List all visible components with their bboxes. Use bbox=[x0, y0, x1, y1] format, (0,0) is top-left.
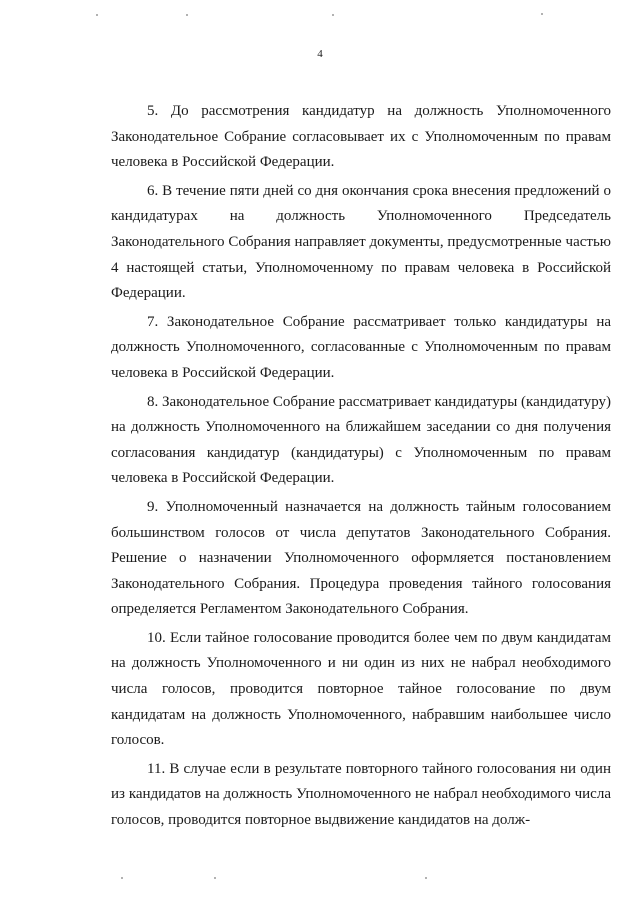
document-body bbox=[111, 99, 611, 837]
scan-speck bbox=[332, 14, 334, 16]
scan-speck bbox=[541, 13, 543, 15]
scan-speck bbox=[214, 877, 216, 879]
paragraph-5: 5. До рассмотрения кандидатур на должность Уполномоченного Законодательное Собрание согласовывает их с Уполномоченным по правам человека в Российской Федерации. bbox=[111, 103, 611, 171]
scan-speck bbox=[96, 14, 98, 16]
scan-speck bbox=[121, 877, 123, 879]
paragraph-11: 11. В случае если в результате повторного тайного голосования ни один из кандидатов на должность Уполномоченного не набрал необходимого числа голосов, проводится повторное выдвижение кандидатов на долж- bbox=[111, 760, 611, 829]
paragraph-7: 7. Законодательное Собрание рассматривает только кандидатуры на должность Уполномоченного, согласованные с Уполномоченным по правам человека в Российской Федерации. bbox=[111, 313, 611, 381]
page-number: 4 bbox=[317, 48, 323, 60]
paragraph-6: 6. В течение пяти дней со дня окончания срока внесения предложений о кандидатурах на должность Уполномоченного Председатель Законодательного Собрания направляет документы, предусмотренные частью 4 настоящей статьи, Уполномоченному по правам человека в Российской Федерации. bbox=[111, 182, 611, 302]
paragraph-10: 10. Если тайное голосование проводится более чем по двум кандидатам на должность Уполномоченного и ни один из них не набрал необходимого числа голосов, проводится повторное тайное голосование по двум кандидатам на должность Уполномоченного, набравшим наибольшее число голосов. bbox=[111, 629, 611, 749]
scan-speck bbox=[186, 14, 188, 16]
scan-speck bbox=[425, 877, 427, 879]
paragraph-9: 9. Уполномоченный назначается на должность тайным голосованием большинством голосов от числа депутатов Законодательного Собрания. Решение о назначении Уполномоченного оформляется постановлением Законодательного Собрания. Процедура проведения тайного голосования определяется Регламентом Законодательного Собрания. bbox=[111, 498, 611, 618]
paragraph-8: 8. Законодательное Собрание рассматривает кандидатуры (кандидатуру) на должность Уполномоченного на ближайшем заседании со дня получения согласования кандидатур (кандидатуры) с Уполномоченным по правам человека в Российской Федерации. bbox=[111, 393, 611, 487]
